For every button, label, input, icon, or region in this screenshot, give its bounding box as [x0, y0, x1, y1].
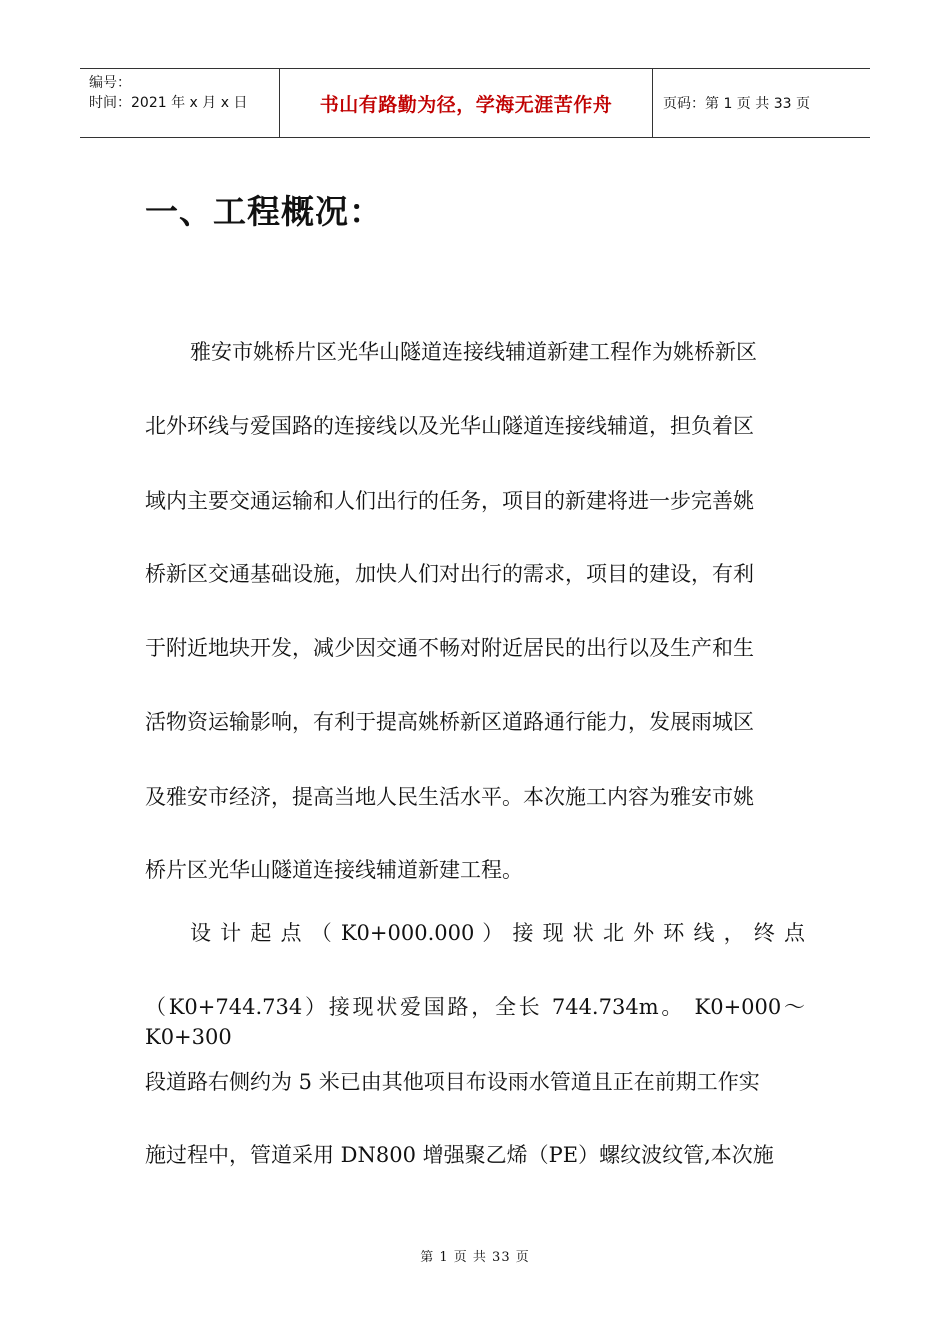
paragraph-line: 北外环线与爱国路的连接线以及光华山隧道连接线辅道，担负着区 — [145, 414, 754, 438]
paragraph-line: 域内主要交通运输和人们出行的任务，项目的新建将进一步完善姚 — [145, 489, 754, 513]
page-header — [80, 68, 870, 138]
page-footer: 第 1 页 共 33 页 — [420, 1250, 530, 1265]
paragraph-line: 及雅安市经济，提高当地人民生活水平。本次施工内容为雅安市姚 — [145, 785, 754, 809]
paragraph-line: 桥片区光华山隧道连接线辅道新建工程。 — [145, 858, 523, 882]
paragraph-line: （K0+744.734）接现状爱国路，全长 744.734m。 K0+000～K0+300 — [145, 995, 805, 1049]
header-page-number: 页码：第 1 页 共 33 页 — [663, 96, 810, 112]
paragraph-line: 设 计 起 点 （ K0+000.000 ） 接 现 状 北 外 环 线 ， 终 点 — [190, 921, 805, 945]
document-time-label: 时间：2021 年 x 月 x 日 — [89, 95, 248, 111]
paragraph-line: 雅安市姚桥片区光华山隧道连接线辅道新建工程作为姚桥新区 — [190, 340, 757, 364]
header-motto: 书山有路勤为径，学海无涯苦作舟 — [280, 69, 653, 137]
paragraph-line: 段道路右侧约为 5 米已由其他项目布设雨水管道且正在前期工作实 — [145, 1070, 760, 1094]
paragraph-line: 施过程中，管道采用 DN800 增强聚乙烯（PE）螺纹波纹管,本次施 — [145, 1143, 774, 1167]
paragraph-line: 于附近地块开发，减少因交通不畅对附近居民的出行以及生产和生 — [145, 636, 754, 660]
document-number-label: 编号： — [89, 75, 131, 91]
paragraph-line: 活物资运输影响，有利于提高姚桥新区道路通行能力，发展雨城区 — [145, 710, 754, 734]
header-meta-cell — [80, 69, 280, 137]
section-heading: 一、工程概况： — [145, 192, 383, 231]
paragraph-line: 桥新区交通基础设施，加快人们对出行的需求，项目的建设，有利 — [145, 562, 754, 586]
